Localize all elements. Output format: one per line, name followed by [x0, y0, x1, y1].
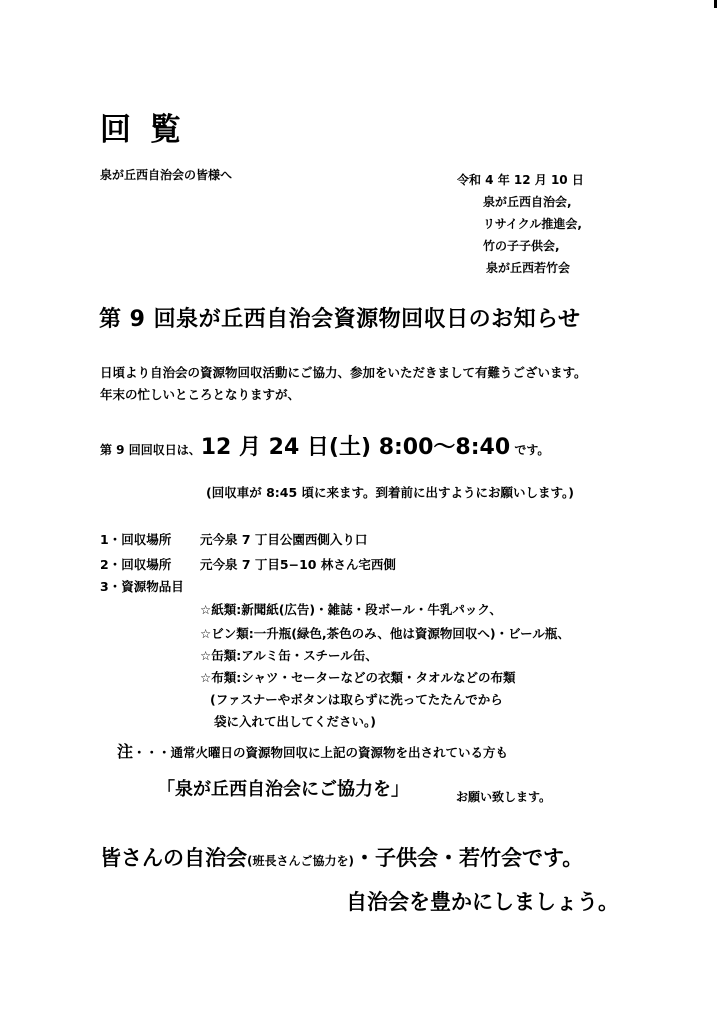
intro-line: 年末の忙しいところとなりますが、	[100, 387, 301, 402]
detail-label: 1・回収場所	[100, 532, 172, 547]
pickup-note: (回収車が 8:45 頃に来ます。到着前に出すようにお願いします。)	[206, 485, 574, 500]
issue-date: 令和 4 年 12 月 10 日	[457, 173, 584, 187]
collection-prefix: 第 9 回回収日は、	[100, 443, 201, 457]
detail-label: 2・回収場所	[100, 557, 172, 572]
headline: 第 9 回泉が丘西自治会資源物回収日のお知らせ	[99, 307, 581, 332]
cooperate-slogan: 「泉が丘西自治会にご協力を」	[157, 779, 409, 800]
resource-item: ☆ビン類:一升瓶(緑色,茶色のみ、他は資源物回収へ)・ビール瓶、	[200, 626, 570, 641]
closing-part: 皆さんの自治会	[100, 846, 247, 870]
resource-item: ☆缶類:アルミ缶・スチール缶、	[200, 648, 378, 663]
detail-value: 元今泉 7 丁目公園西側入り口	[200, 532, 368, 547]
addressee: 泉が丘西自治会の皆様へ	[100, 168, 233, 182]
sender: リサイクル推進会,	[483, 217, 582, 231]
closing-line-2: 自治会を豊かにしましょう。	[346, 890, 619, 914]
intro-text	[100, 362, 587, 406]
sender: 竹の子子供会,	[483, 239, 560, 253]
resource-item-note: (ファスナーやボタンは取らずに洗ってたたんでから	[210, 692, 503, 707]
resource-item: ☆布類:シャツ・セーターなどの衣類・タオルなどの布類	[200, 670, 516, 685]
caution-mark: 注	[117, 742, 134, 761]
intro-line: 日頃より自治会の資源物回収活動にご協力、参加をいただきまして有難うございます。	[100, 365, 587, 380]
sender: 泉が丘西若竹会	[486, 261, 571, 275]
sender: 泉が丘西自治会,	[483, 195, 572, 209]
document-title: 回 覧	[100, 112, 185, 148]
closing-part: ・子供会・若竹会です。	[353, 846, 584, 870]
collection-suffix: です。	[510, 443, 550, 457]
closing-line-1	[100, 842, 583, 872]
closing-part-small: (班長さんご協力を)	[247, 854, 354, 868]
collection-datetime: 12 月 24 日(土) 8:00〜8:40	[200, 435, 511, 460]
collection-date-line	[100, 430, 549, 461]
caution-note	[117, 739, 508, 762]
detail-label: 3・資源物品目	[100, 579, 184, 594]
resource-item-note: 袋に入れて出してください。)	[214, 714, 376, 729]
request-text: お願い致します。	[456, 790, 552, 804]
caution-text: ・・・通常火曜日の資源物回収に上記の資源物を出されている方も	[133, 745, 509, 760]
detail-value: 元今泉 7 丁目5−10 林さん宅西側	[200, 557, 396, 572]
resource-item: ☆紙類:新聞紙(広告)・雑誌・段ボール・牛乳パック、	[200, 602, 502, 617]
corner-mark	[714, 0, 717, 8]
